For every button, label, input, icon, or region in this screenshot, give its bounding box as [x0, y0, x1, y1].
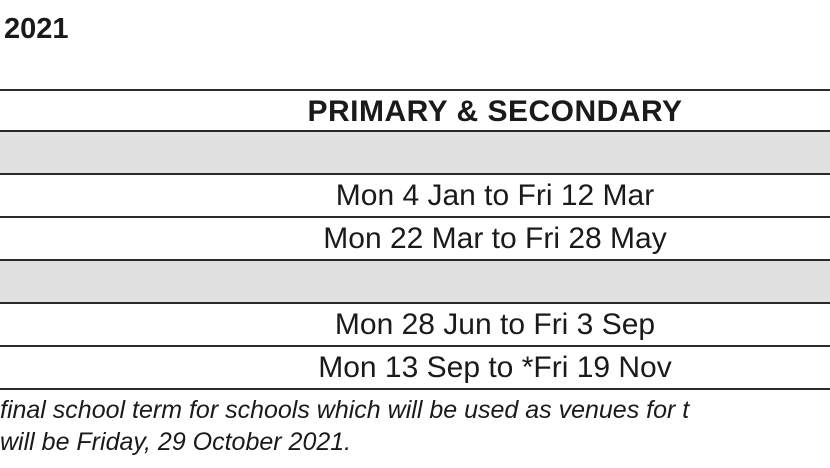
- term-1-dates: Mon 4 Jan to Fri 12 Mar: [0, 175, 830, 218]
- year-title: 2021: [4, 13, 69, 45]
- footnote-line-2: will be Friday, 29 October 2021.: [0, 428, 352, 456]
- semester-2-shaded-row: [0, 261, 830, 304]
- table-header-primary-secondary: PRIMARY & SECONDARY: [0, 89, 830, 132]
- term-2-dates: Mon 22 Mar to Fri 28 May: [0, 218, 830, 261]
- term-4-dates: Mon 13 Sep to *Fri 19 Nov: [0, 347, 830, 390]
- term-3-dates: Mon 28 Jun to Fri 3 Sep: [0, 304, 830, 347]
- semester-1-shaded-row: [0, 132, 830, 175]
- term-dates-table: [0, 89, 830, 390]
- footnote-line-1: final school term for schools which will be used as venues for t: [0, 396, 690, 424]
- footnote: [0, 394, 689, 458]
